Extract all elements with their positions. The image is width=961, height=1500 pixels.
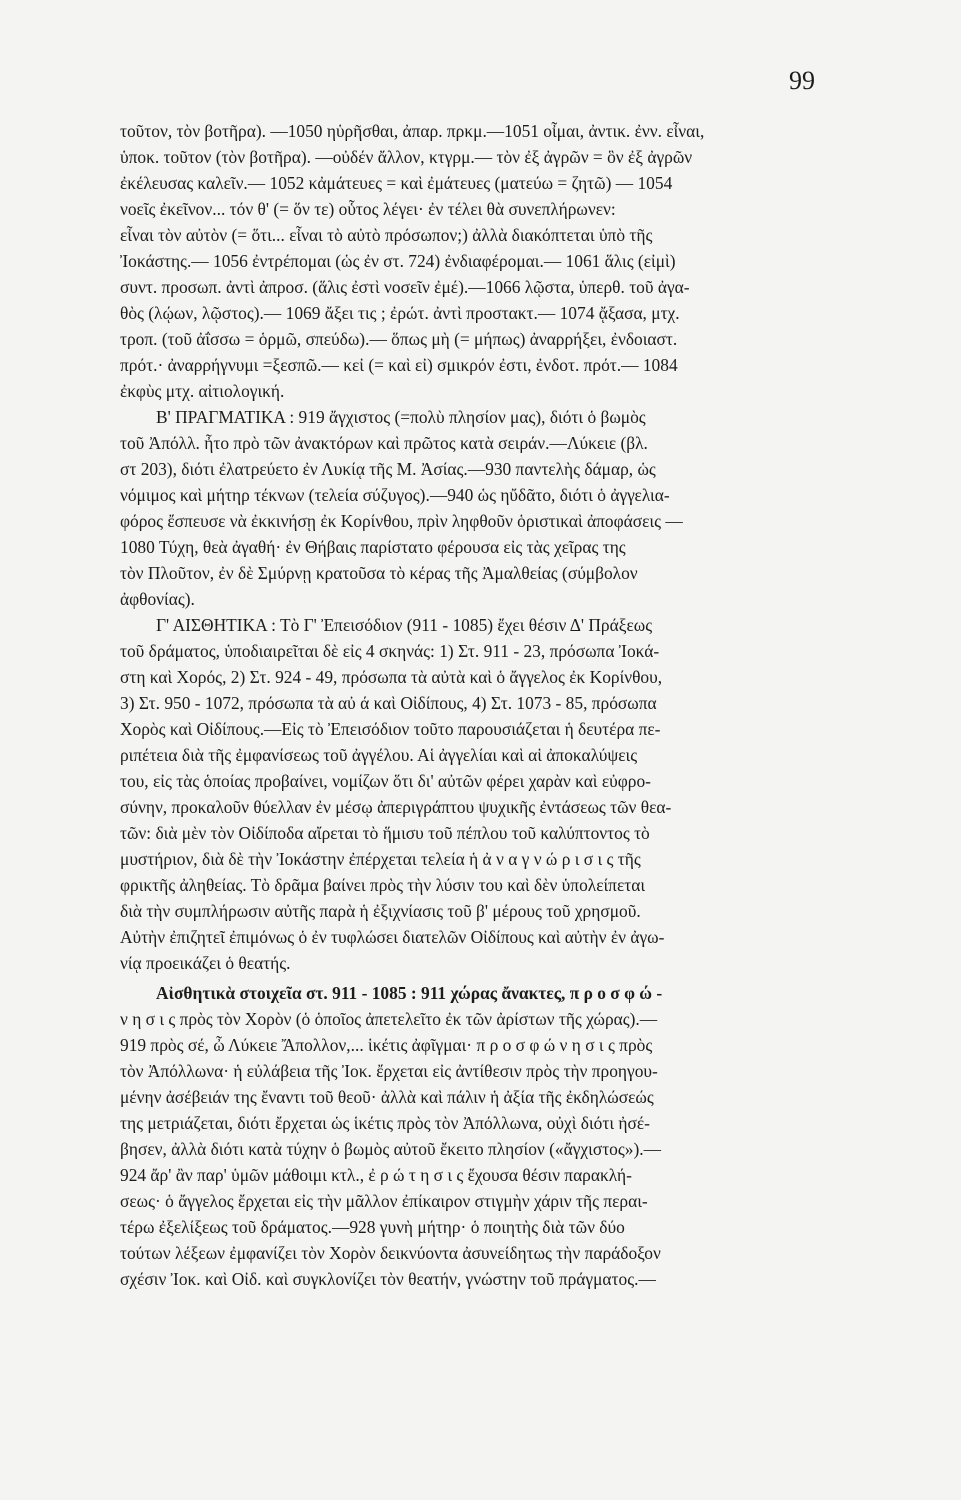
text-line: τῶν: διὰ μὲν τὸν Οἰδίποδα αἴρεται τὸ ἥμισυ τοῦ πέπλου τοῦ καλύπτοντος τὸ bbox=[120, 823, 650, 843]
text-line: σχέσιν Ἰοκ. καὶ Οἰδ. καὶ συγκλονίζει τὸν θεατήν, γνώστην τοῦ πράγματος.— bbox=[120, 1269, 656, 1289]
text-line: τοῦτον, τὸν βοτῆρα). —1050 ηὑρῆσθαι, ἀπαρ. πρκμ.—1051 οἶμαι, ἀντικ. ἐνν. εἶναι, bbox=[120, 121, 705, 141]
text-line: ἐκφὺς μτχ. αἰτιολογική. bbox=[120, 381, 285, 401]
text-line: σεως· ὁ ἄγγελος ἔρχεται εἰς τὴν μᾶλλον ἐπίκαιρον στιγμὴν χάριν τῆς περαι- bbox=[120, 1191, 648, 1211]
text-line: νίᾳ προεικάζει ὁ θεατής. bbox=[120, 953, 291, 973]
text-line: μένην ἀσέβειάν της ἔναντι τοῦ θεοῦ· ἀλλὰ καὶ πάλιν ἡ ἀξία τῆς ἐκδηλώσεώς bbox=[120, 1087, 654, 1107]
text-line: νοεῖς ἐκεῖνον... τόν θ' (= ὅν τε) οὗτος λέγει· ἐν τέλει θὰ συνεπλήρωνεν: bbox=[120, 199, 616, 219]
text-line: θὸς (λῴων, λῷστος).— 1069 ἄξει τις ; ἐρώτ. ἀντὶ προστακτ.— 1074 ᾄξασα, μτχ. bbox=[120, 303, 680, 323]
page-number: 99 bbox=[789, 66, 815, 95]
text-line: φόρος ἔσπευσε νὰ ἐκκινήσῃ ἐκ Κορίνθου, πρὶν ληφθοῦν ὁριστικαὶ ἀποφάσεις — bbox=[120, 511, 683, 531]
text-line: συντ. προσωπ. ἀντὶ ἀπροσ. (ἅλις ἐστὶ νοσεῖν ἐμέ).—1066 λῷστα, ὑπερθ. τοῦ ἀγα- bbox=[120, 277, 690, 297]
text-line: της μετριάζεται, διότι ἔρχεται ὡς ἱκέτις πρὸς τὸν Ἀπόλλωνα, οὐχὶ διότι ἠσέ- bbox=[120, 1113, 650, 1133]
text-line: τούτων λέξεων ἐμφανίζει τὸν Χορὸν δεικνύοντα ἀσυνείδητως τὴν παράδοξον bbox=[120, 1243, 661, 1263]
section-heading-pragmatika: Β' ΠΡΑΓΜΑΤΙΚΑ : 919 ἄγχιστος (=πολὺ πλησίον μας), διότι ὁ βωμὸς bbox=[156, 407, 646, 427]
text-line: ν η σ ι ς πρὸς τὸν Χορὸν (ὁ ὁποῖος ἀπετελεῖτο ἐκ τῶν ἀρίστων τῆς χώρας).— bbox=[120, 1009, 658, 1029]
text-line: τροπ. (τοῦ ἀΐσσω = ὁρμῶ, σπεύδω).— ὅπως μὴ (= μήπως) ἀναρρήξει, ἐνδοιαστ. bbox=[120, 329, 678, 349]
text-line: τὸν Ἀπόλλωνα· ἡ εὐλάβεια τῆς Ἰοκ. ἔρχεται εἰς ἀντίθεσιν πρὸς τὴν προηγου- bbox=[120, 1061, 658, 1081]
text-line: ὑποκ. τοῦτον (τὸν βοτῆρα). —οὐδέν ἄλλον, κτγρμ.— τὸν ἐξ ἀγρῶν = ὃν ἐξ ἀγρῶν bbox=[120, 147, 693, 167]
text-line: νόμιμος καὶ μήτηρ τέκνων (τελεία σύζυγος).—940 ὡς ηὔδᾶτο, διότι ὁ ἀγγελια- bbox=[120, 485, 670, 505]
text-line: 1080 Τύχη, θεὰ ἀγαθή· ἐν Θήβαις παρίστατο φέρουσα εἰς τὰς χεῖρας της bbox=[120, 537, 626, 557]
text-line: πρότ.· ἀναρρήγνυμι =ξεσπῶ.— κεἰ (= καὶ εἰ) σμικρόν ἐστι, ἐνδοτ. πρότ.— 1084 bbox=[120, 355, 678, 375]
text-line: ἀφθονίας). bbox=[120, 589, 195, 609]
text-line: του, εἰς τὰς ὁποίας προβαίνει, νομίζων ὅτι δι' αὐτῶν φέρει χαρὰν καὶ εὐφρο- bbox=[120, 771, 651, 791]
text-line: 3) Στ. 950 - 1072, πρόσωπα τὰ αὐ ά καὶ Οἰδίπους, 4) Στ. 1073 - 85, πρόσωπα bbox=[120, 693, 657, 713]
section-heading-aisthetika-stoixeia: Αἰσθητικὰ στοιχεῖα στ. 911 - 1085 : 911 χώρας ἄνακτες, π ρ ο σ φ ώ - bbox=[156, 983, 663, 1003]
section-heading-aisthetika: Γ' ΑΙΣΘΗΤΙΚΑ : Τὸ Γ' Ἐπεισόδιον (911 - 1085) ἔχει θέσιν Δ' Πράξεως bbox=[156, 615, 653, 635]
text-line: τοῦ δράματος, ὑποδιαιρεῖται δὲ εἰς 4 σκηνάς: 1) Στ. 911 - 23, πρόσωπα Ἰοκά- bbox=[120, 641, 660, 661]
text-line: 919 πρὸς σέ, ὦ Λύκειε Ἄπολλον,... ἱκέτις ἀφῖγμαι· π ρ ο σ φ ώ ν η σ ι ς πρὸς bbox=[120, 1035, 653, 1055]
text-line: ριπέτεια διὰ τῆς ἐμφανίσεως τοῦ ἀγγέλου. Αἱ ἀγγελίαι καὶ αἱ ἀποκαλύψεις bbox=[120, 745, 638, 765]
text-line: 924 ἄρ' ἂν παρ' ὑμῶν μάθοιμι κτλ., ἐ ρ ώ τ η σ ι ς ἔχουσα θέσιν παρακλή- bbox=[120, 1165, 632, 1185]
text-line: στ 203), διότι ἐλατρεύετο ἐν Λυκίᾳ τῆς Μ. Ἀσίας.—930 παντελὴς δάμαρ, ὡς bbox=[120, 459, 656, 479]
text-line: μυστήριον, διὰ δὲ τὴν Ἰοκάστην ἐπέρχεται τελεία ἡ ἀ ν α γ ν ώ ρ ι σ ι ς τῆς bbox=[120, 849, 641, 869]
text-line: τέρω ἐξελίξεως τοῦ δράματος.—928 γυνὴ μήτηρ· ὁ ποιητὴς διὰ τῶν δύο bbox=[120, 1217, 625, 1237]
text-line: τὸν Πλοῦτον, ἐν δὲ Σμύρνῃ κρατοῦσα τὸ κέρας τῆς Ἀμαλθείας (σύμβολον bbox=[120, 563, 638, 583]
text-line: εἶναι τὸν αὐτὸν (= ὅτι... εἶναι τὸ αὐτὸ πρόσωπον;) ἀλλὰ διακόπτεται ὑπὸ τῆς bbox=[120, 225, 653, 245]
text-line: Χορὸς καὶ Οἰδίπους.—Εἰς τὸ Ἐπεισόδιον τοῦτο παρουσιάζεται ἡ δευτέρα πε- bbox=[120, 719, 661, 739]
text-line: τοῦ Ἀπόλλ. ἦτο πρὸ τῶν ἀνακτόρων καὶ πρῶτος κατὰ σειράν.—Λύκειε (βλ. bbox=[120, 433, 648, 453]
text-line: Αὐτὴν ἐπιζητεῖ ἐπιμόνως ὁ ἐν τυφλώσει διατελῶν Οἰδίπους καὶ αὐτὴν ἐν ἀγω- bbox=[120, 927, 665, 947]
text-line: φρικτῆς ἀληθείας. Τὸ δρᾶμα βαίνει πρὸς τὴν λύσιν του καὶ δὲν ὑπολείπεται bbox=[120, 875, 646, 895]
text-line: ἐκέλευσας καλεῖν.— 1052 κἀμάτευες = καὶ ἐμάτευες (ματεύω = ζητῶ) — 1054 bbox=[120, 173, 673, 193]
text-line: διὰ τὴν συμπλήρωσιν αὐτῆς παρὰ ἡ ἐξιχνίασις τοῦ β' μέρους τοῦ χρησμοῦ. bbox=[120, 901, 641, 921]
text-line: σύνην, προκαλοῦν θύελλαν ἐν μέσῳ ἀπεριγράπτου ψυχικῆς ἐντάσεως τῶν θεα- bbox=[120, 797, 672, 817]
body-text bbox=[120, 118, 820, 1292]
text-line: βησεν, ἀλλὰ διότι κατὰ τύχην ὁ βωμὸς αὐτοῦ ἔκειτο πλησίον («ἄγχιστος»).— bbox=[120, 1139, 661, 1159]
text-line: στη καὶ Χορός, 2) Στ. 924 - 49, πρόσωπα τὰ αὐτὰ καὶ ὁ ἄγγελος ἐκ Κορίνθου, bbox=[120, 667, 663, 687]
text-line: Ἰοκάστης.— 1056 ἐντρέπομαι (ὡς ἐν στ. 724) ἐνδιαφέρομαι.— 1061 ἅλις (εἰμὶ) bbox=[120, 251, 676, 271]
